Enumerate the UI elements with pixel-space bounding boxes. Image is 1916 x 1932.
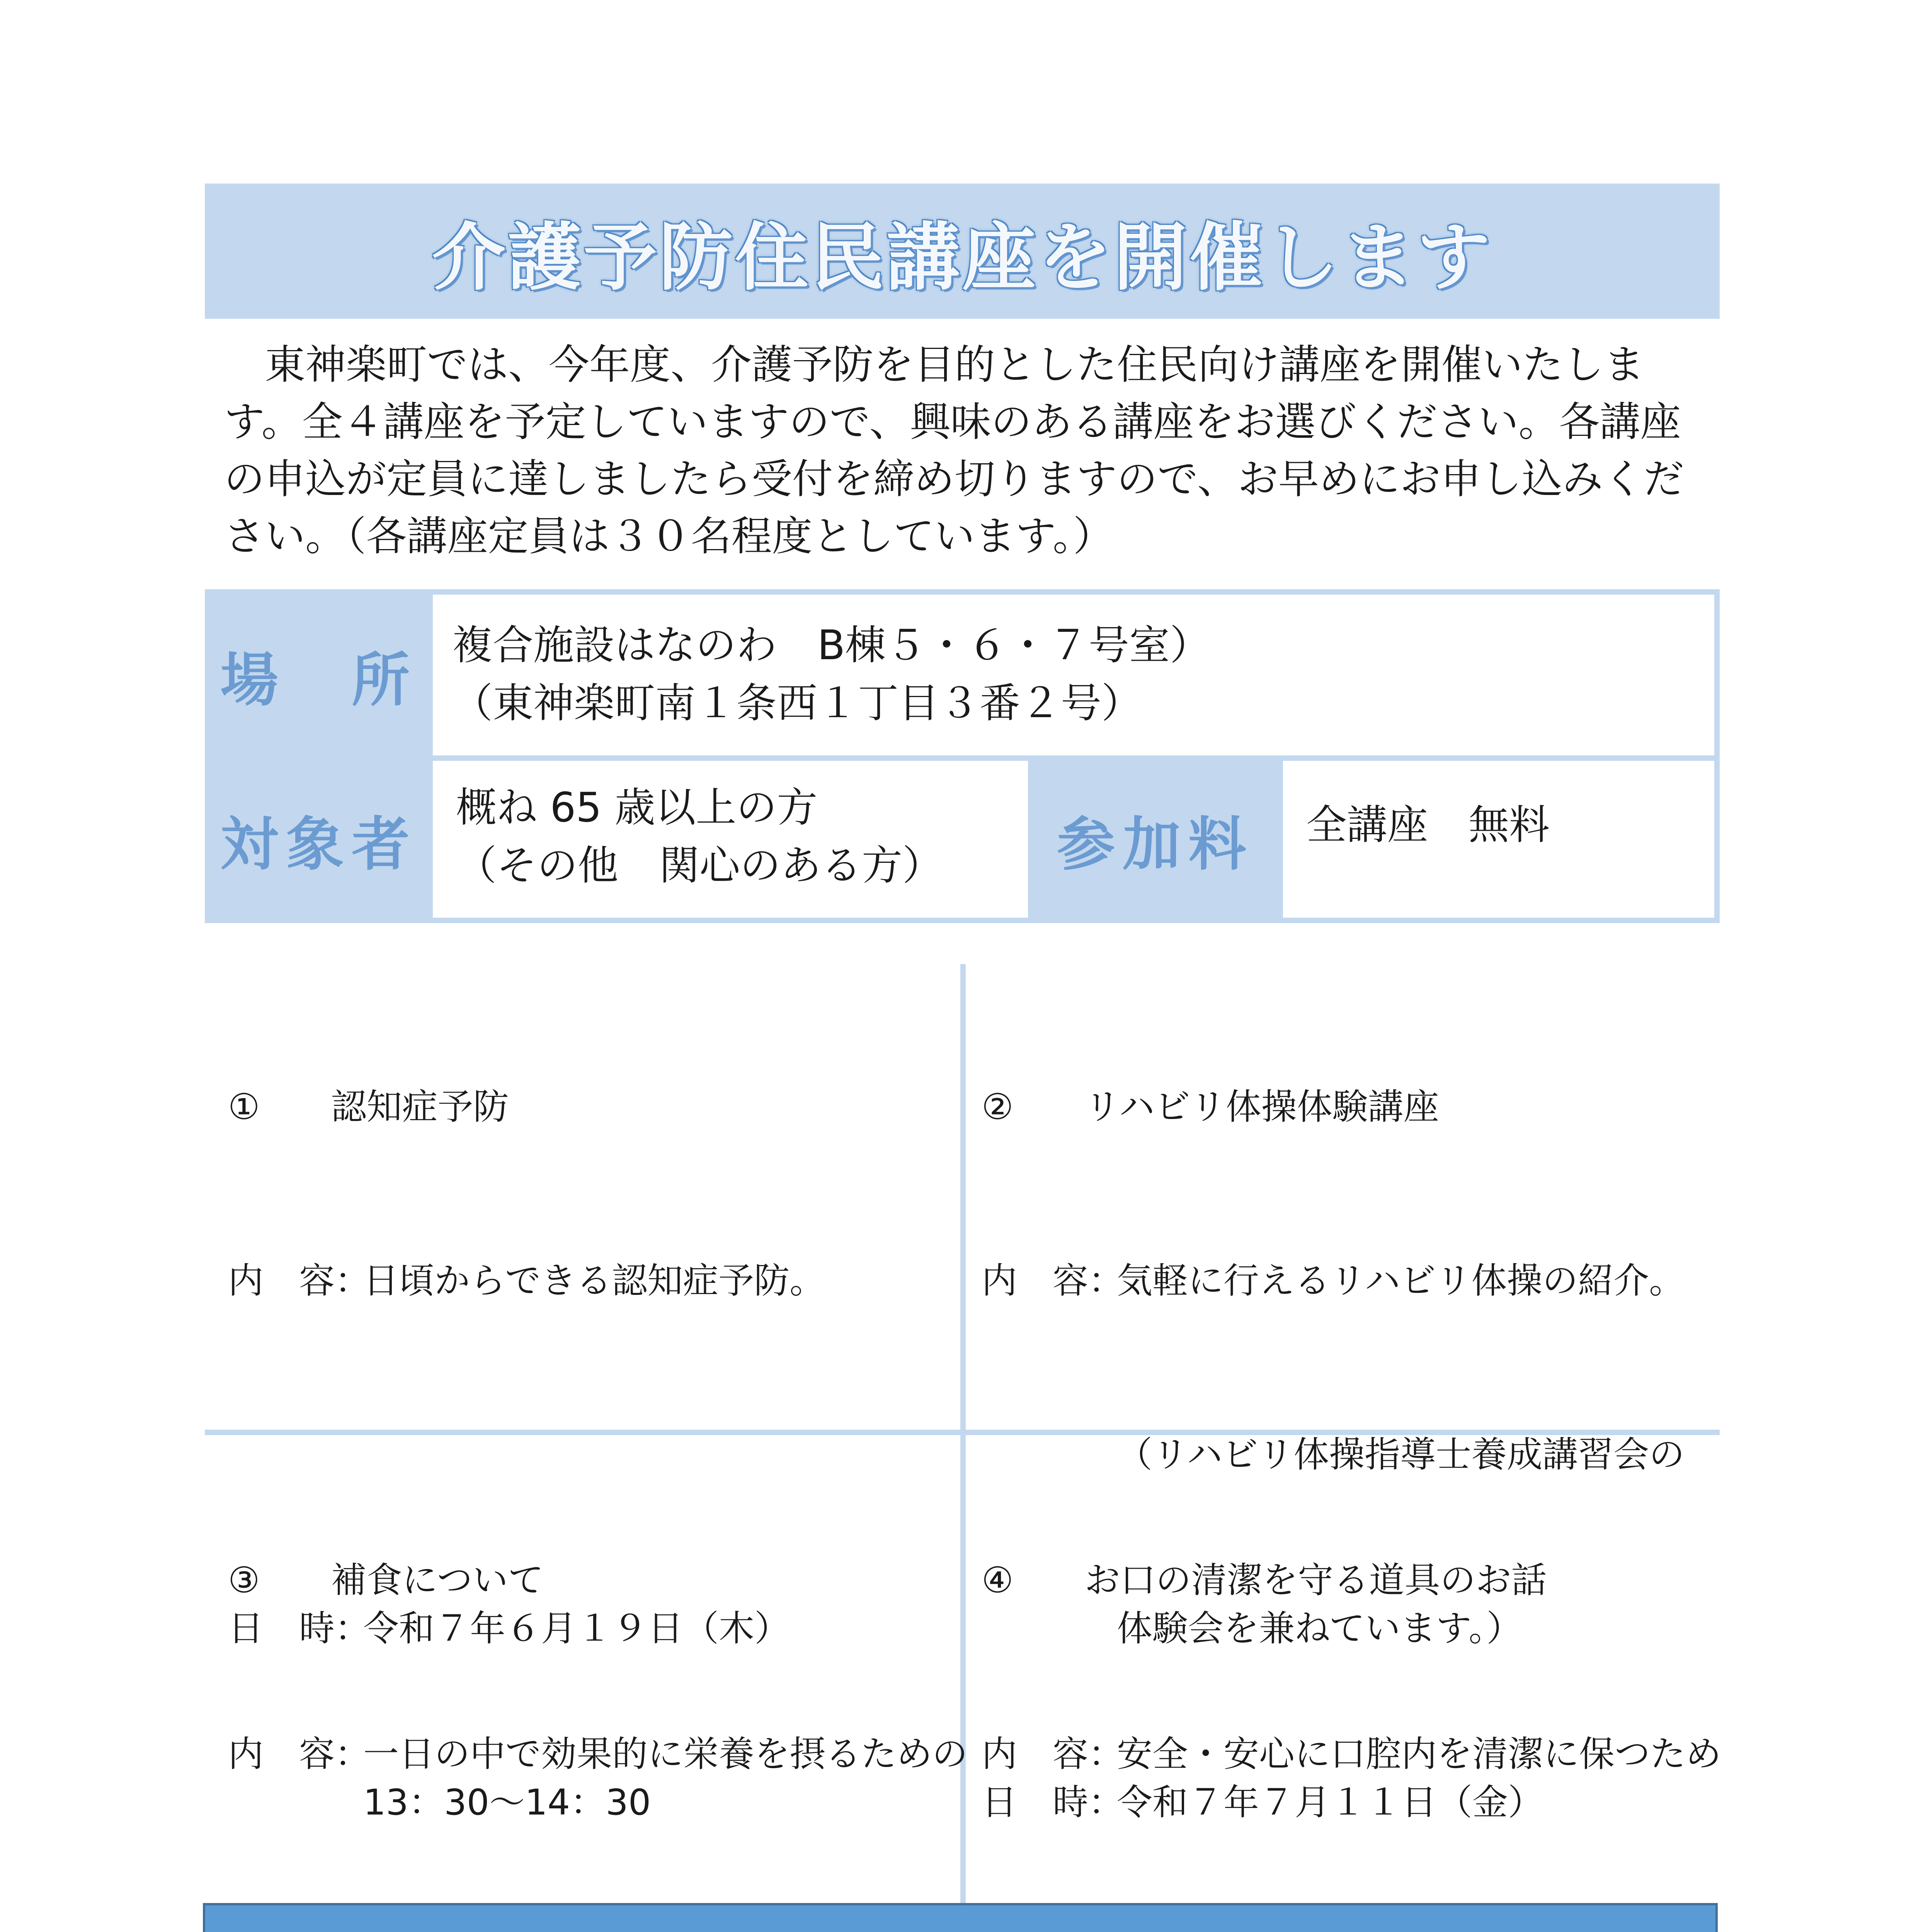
target-cell [456, 779, 997, 895]
course-heading: ① 認知症予防 [228, 1086, 509, 1128]
intro-paragraph [224, 336, 1716, 565]
course-heading: ② リハビリ体操体験講座 [982, 1086, 1439, 1128]
table-border-top [205, 589, 1720, 595]
content-text: 日頃からできる認知症予防。 [363, 1260, 825, 1301]
course-4 [982, 1435, 1722, 1932]
contact-banner [203, 1903, 1718, 1932]
course-3 [228, 1435, 968, 1932]
fee-label: 参加料 [1028, 761, 1283, 918]
content-text: 体験会を兼ねています。） [1117, 1608, 1522, 1649]
table-border-right [1714, 589, 1720, 923]
table-border-mid [205, 755, 1720, 761]
course-heading: ③ 補食について [228, 1560, 544, 1601]
target-age: 概ね 65 歳以上の方 [456, 784, 818, 831]
content-text: （リハビリ体操指導士養成講習会の [1117, 1434, 1685, 1475]
target-label: 対象者 [205, 761, 433, 918]
content-text: 気軽に行えるリハビリ体操の紹介。 [1117, 1260, 1685, 1301]
table-border-bottom [205, 918, 1720, 923]
place-name: 複合施設はなのわ B棟５・６・７号室） [452, 622, 1211, 669]
content-label: 内 容： [982, 1260, 1124, 1301]
date-label: 日 時： [228, 1608, 371, 1649]
target-other: （その他 関心のある方） [456, 842, 943, 889]
place-address: （東神楽町南１条西１丁目３番２号） [452, 680, 1142, 727]
time-text: 13：30～14：30 [363, 1782, 651, 1823]
content-text: 安全・安心に口腔内を清潔に保つため [1117, 1733, 1722, 1775]
content-label: 内 容： [228, 1733, 371, 1775]
date-label: 日 時： [982, 1782, 1124, 1823]
content-label: 内 容： [228, 1260, 371, 1301]
date-text: 令和７年６月１９日（木） [363, 1608, 790, 1649]
date-text: 令和７年７月１１日（金） [1117, 1782, 1544, 1823]
fee-value: 全講座 無料 [1306, 801, 1550, 849]
content-text: 一日の中で効果的に栄養を摂るための [363, 1733, 968, 1775]
page-title: 介護予防住民講座を開催します [432, 214, 1492, 300]
course-heading: ④ お口の清潔を守る道具のお話 [982, 1560, 1547, 1601]
place-label: 場 所 [205, 595, 433, 755]
place-cell [452, 616, 1689, 732]
intro-text: 東神楽町では、今年度、介護予防を目的とした住民向け講座を開催いたします。全４講座を予定していますので、興味のある講座をお選びください。各講座の申込が定員に達しましたら受付を締め切りますので、お早めにお申し込みください。（各講座定員は３０名程度としています。） [224, 341, 1684, 560]
content-label: 内 容： [982, 1733, 1124, 1775]
